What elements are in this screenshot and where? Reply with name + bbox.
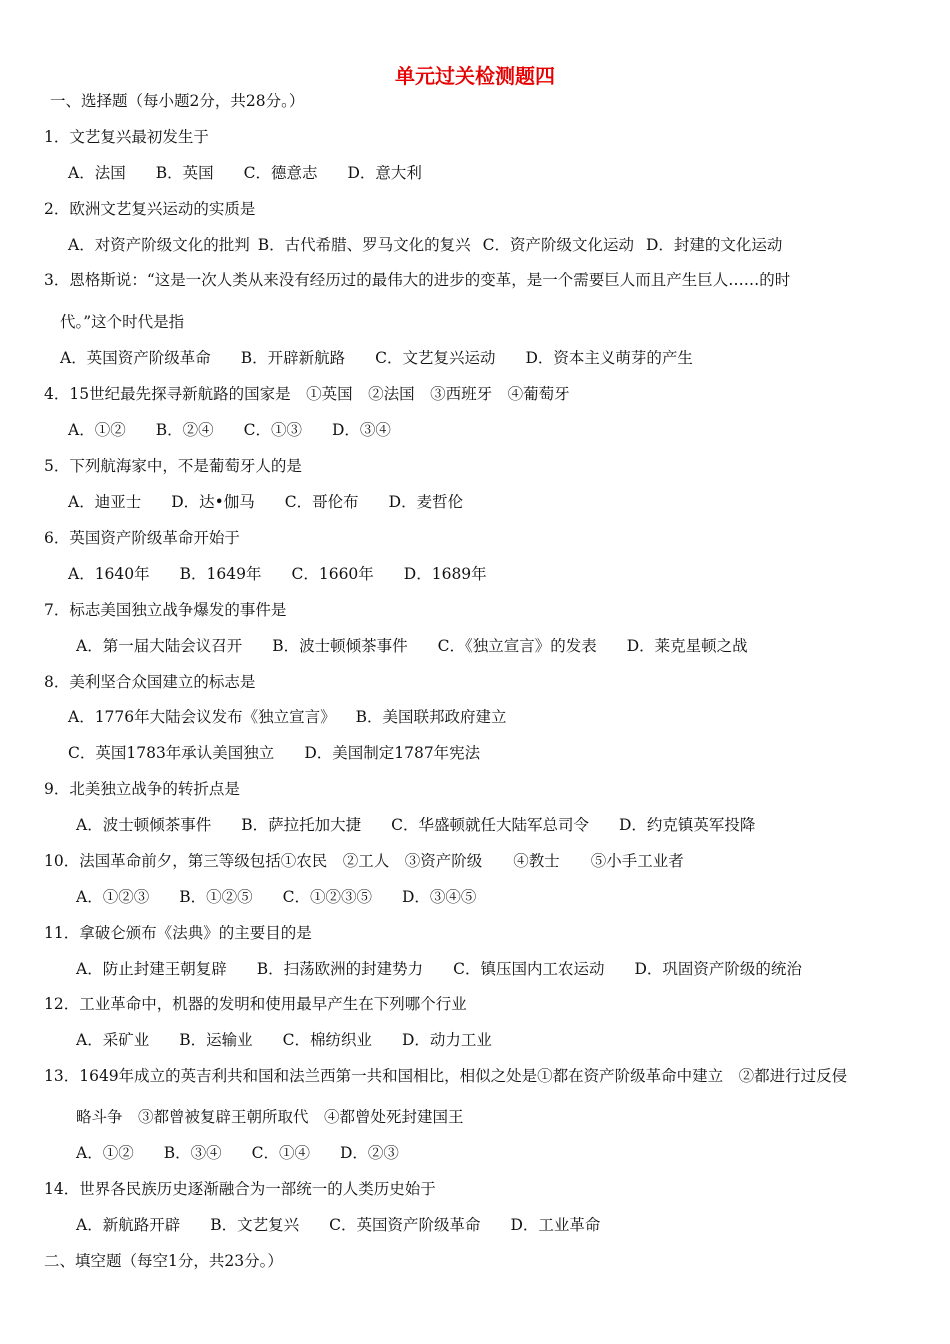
option-b: B．美国联邦政府建立: [355, 708, 507, 726]
question-14-options: [76, 1215, 600, 1235]
option-a: A．波士顿倾茶事件: [76, 816, 212, 834]
option-d: D．动力工业: [401, 1031, 492, 1049]
question-7-options: [76, 636, 748, 656]
question-8-options-row2: [68, 743, 480, 763]
question-4-stem: 4．15世纪最先探寻新航路的国家是 ①英国 ②法国 ③西班牙 ④葡萄牙: [44, 385, 570, 403]
question-3-stem-cont: 代。”这个时代是指: [60, 313, 185, 331]
option-c: C．华盛顿就任大陆军总司令: [391, 816, 589, 834]
option-a: A．1640年: [68, 565, 150, 583]
option-d: D．意大利: [347, 164, 422, 182]
question-1-options: [68, 163, 422, 183]
option-c: C．英国资产阶级革命: [329, 1216, 481, 1234]
question-13-options: [76, 1143, 399, 1163]
question-10-options: [76, 887, 476, 907]
option-a: A．法国: [68, 164, 126, 182]
option-a: A．对资产阶级文化的批判: [68, 236, 250, 254]
option-d: D．约克镇英军投降: [618, 816, 756, 834]
option-d: D．封建的文化运动: [645, 236, 783, 254]
section-heading-choice: 一、选择题（每小题2分，共28分。）: [50, 92, 305, 110]
option-a: A．1776年大陆会议发布《独立宣言》: [68, 708, 336, 726]
option-c: C．棉纺织业: [282, 1031, 372, 1049]
question-8-stem: 8．美利坚合众国建立的标志是: [44, 673, 256, 691]
option-a: A．英国资产阶级革命: [60, 349, 211, 367]
question-3-stem: 3．恩格斯说：“这是一次人类从来没有经历过的最伟大的进步的变革，是一个需要巨人而且产生巨人……的时: [44, 271, 791, 289]
question-10-stem: 10．法国革命前夕，第三等级包括①农民 ②工人 ③资产阶级 ④教士 ⑤小手工业者: [44, 852, 684, 870]
option-d: D．1689年: [403, 565, 487, 583]
option-d: D．巩固资产阶级的统治: [634, 960, 802, 978]
question-5-options: [68, 492, 463, 512]
option-b: B．英国: [155, 164, 214, 182]
question-11-stem: 11．拿破仑颁布《法典》的主要目的是: [44, 924, 312, 942]
option-c: C．①④: [251, 1144, 310, 1162]
option-c: C．德意志: [243, 164, 318, 182]
question-4-options: [68, 420, 391, 440]
option-d: D．③④: [331, 421, 391, 439]
option-d: D．③④⑤: [401, 888, 477, 906]
option-b: B．波士顿倾茶事件: [272, 637, 408, 655]
option-a: A．①②: [76, 1144, 134, 1162]
option-a: A．防止封建王朝复辟: [76, 960, 227, 978]
option-b: B．1649年: [179, 565, 262, 583]
question-9-stem: 9．北美独立战争的转折点是: [44, 780, 240, 798]
question-13-stem-cont: 略斗争 ③都曾被复辟王朝所取代 ④都曾处死封建国王: [76, 1108, 464, 1126]
option-a: A．采矿业: [76, 1031, 150, 1049]
question-7-stem: 7．标志美国独立战争爆发的事件是: [44, 601, 287, 619]
question-9-options: [76, 815, 755, 835]
question-11-options: [76, 959, 802, 979]
option-b: B．文艺复兴: [210, 1216, 300, 1234]
page-title: 单元过关检测题四: [395, 64, 555, 88]
question-2-options: [68, 235, 782, 255]
option-a: A．迪亚士: [68, 493, 142, 511]
option-d: D．麦哲伦: [388, 493, 464, 511]
option-b: B．①②⑤: [179, 888, 253, 906]
question-6-stem: 6．英国资产阶级革命开始于: [44, 529, 240, 547]
option-b: B．开辟新航路: [240, 349, 346, 367]
option-b: B．古代希腊、罗马文化的复兴: [257, 236, 471, 254]
question-6-options: [68, 564, 487, 584]
option-c: C．文艺复兴运动: [375, 349, 496, 367]
question-2-stem: 2．欧洲文艺复兴运动的实质是: [44, 200, 256, 218]
option-c: C．①②③⑤: [282, 888, 372, 906]
option-d: D．工业革命: [510, 1216, 601, 1234]
option-b: B．萨拉托加大捷: [241, 816, 362, 834]
question-12-stem: 12．工业革命中，机器的发明和使用最早产生在下列哪个行业: [44, 995, 467, 1013]
option-b: B．扫荡欧洲的封建势力: [256, 960, 424, 978]
option-b: D．达•伽马: [171, 493, 255, 511]
question-14-stem: 14．世界各民族历史逐渐融合为一部统一的人类历史始于: [44, 1180, 436, 1198]
option-d: D．资本主义萌芽的产生: [525, 349, 693, 367]
option-b: B．运输业: [179, 1031, 253, 1049]
option-a: A．①②③: [76, 888, 150, 906]
option-d: D．美国制定1787年宪法: [304, 744, 481, 762]
option-b: B．③④: [163, 1144, 222, 1162]
option-d: D．莱克星顿之战: [626, 637, 748, 655]
option-c: C．镇压国内工农运动: [453, 960, 605, 978]
question-1-stem: 1．文艺复兴最初发生于: [44, 128, 209, 146]
option-c: C．英国1783年承认美国独立: [68, 744, 275, 762]
section-heading-fill: 二、填空题（每空1分，共23分。）: [44, 1252, 283, 1270]
option-c: C．①③: [243, 421, 302, 439]
question-5-stem: 5．下列航海家中，不是葡萄牙人的是: [44, 457, 302, 475]
option-a: A．新航路开辟: [76, 1216, 181, 1234]
question-3-options: [60, 348, 693, 368]
question-13-stem: 13．1649年成立的英吉利共和国和法兰西第一共和国相比，相似之处是①都在资产阶级革命中建立 ②都进行过反侵: [44, 1067, 848, 1085]
option-c: C．资产阶级文化运动: [482, 236, 634, 254]
option-c: C．《独立宣言》的发表: [437, 637, 597, 655]
option-a: A．第一届大陆会议召开: [76, 637, 243, 655]
option-c: C．1660年: [291, 565, 374, 583]
question-12-options: [76, 1030, 492, 1050]
question-8-options-row1: [68, 707, 507, 727]
option-d: D．②③: [339, 1144, 399, 1162]
option-a: A．①②: [68, 421, 126, 439]
option-c: C．哥伦布: [284, 493, 359, 511]
option-b: B．②④: [155, 421, 214, 439]
